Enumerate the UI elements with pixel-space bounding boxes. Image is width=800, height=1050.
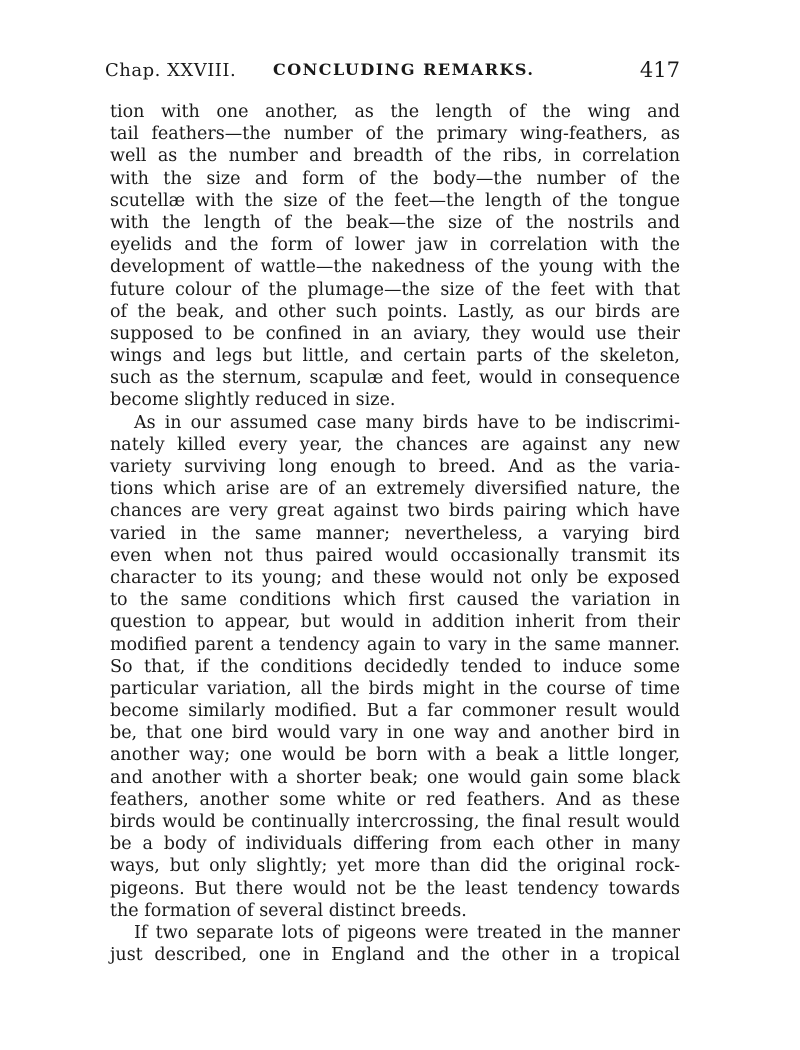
text-line: feathers, another some white or red feathers. And as these	[110, 789, 680, 810]
text-line: such as the sternum, scapulæ and feet, would in consequence	[110, 368, 680, 389]
text-line: character to its young; and these would not only be exposed	[110, 567, 680, 588]
text-line: chances are very great against two birds pairing which have	[110, 501, 680, 522]
text-line: particular variation, all the birds might in the course of time	[110, 678, 680, 699]
text-line: birds would be continually intercrossing, the final result would	[110, 812, 680, 832]
running-header	[105, 58, 680, 88]
text-line: development of wattle—the nakedness of the young with the	[110, 257, 680, 278]
text-line: pigeons. But there would not be the least tendency towards	[110, 878, 680, 899]
text-line: ways, but only slightly; yet more than did the original rock-	[110, 856, 680, 877]
body-text	[110, 101, 680, 966]
page-number: 417	[639, 58, 680, 82]
chapter-label: Chap. XXVIII.	[105, 60, 237, 81]
text-line: of the beak, and other such points. Lastly, as our birds are	[110, 301, 680, 322]
text-line: with the size and form of the body—the number of the	[110, 168, 680, 189]
text-line: well as the number and breadth of the ribs, in correlation	[110, 146, 680, 167]
text-line: tions which arise are of an extremely diversified nature, the	[110, 479, 680, 500]
paragraph-end-line: the formation of several distinct breeds.	[110, 900, 467, 921]
text-line: be a body of individuals differing from each other in many	[110, 834, 680, 855]
text-line: modified parent a tendency again to vary in the same manner.	[110, 634, 680, 655]
text-line: question to appear, but would in addition inherit from their	[110, 612, 680, 633]
paragraph-end-line: become slightly reduced in size.	[110, 390, 396, 411]
text-line: tion with one another, as the length of the wing and	[110, 102, 680, 122]
text-line: nately killed every year, the chances are against any new	[110, 434, 680, 455]
paragraph-start-line: If two separate lots of pigeons were treated in the manner	[134, 922, 680, 943]
text-line: to the same conditions which first caused the variation in	[110, 590, 680, 611]
text-line: with the length of the beak—the size of the nostrils and	[110, 212, 680, 233]
text-line: eyelids and the form of lower jaw in correlation with the	[110, 235, 680, 256]
text-line: tail feathers—the number of the primary wing-feathers, as	[110, 124, 680, 145]
text-line: variety surviving long enough to breed. And as the varia-	[110, 457, 680, 477]
running-title: CONCLUDING REMARKS.	[273, 60, 535, 79]
text-line: just described, one in England and the other in a tropical	[110, 945, 680, 966]
text-line: So that, if the conditions decidedly tended to induce some	[110, 656, 680, 677]
text-line: become similarly modified. But a far commoner result would	[110, 701, 680, 722]
paragraph-start-line: As in our assumed case many birds have to be indiscrimi-	[134, 412, 680, 433]
text-line: varied in the same manner; nevertheless, a varying bird	[110, 523, 680, 544]
text-line: another way; one would be born with a beak a little longer,	[110, 745, 680, 766]
text-line: supposed to be confined in an aviary, they would use their	[110, 323, 680, 344]
text-line: wings and legs but little, and certain parts of the skeleton,	[110, 346, 680, 367]
text-line: and another with a shorter beak; one would gain some black	[110, 767, 680, 788]
text-line: scutellæ with the size of the feet—the length of the tongue	[110, 190, 680, 211]
text-line: even when not thus paired would occasionally transmit its	[110, 545, 680, 566]
text-line: be, that one bird would vary in one way and another bird in	[110, 723, 680, 744]
text-line: future colour of the plumage—the size of the feet with that	[110, 279, 680, 300]
